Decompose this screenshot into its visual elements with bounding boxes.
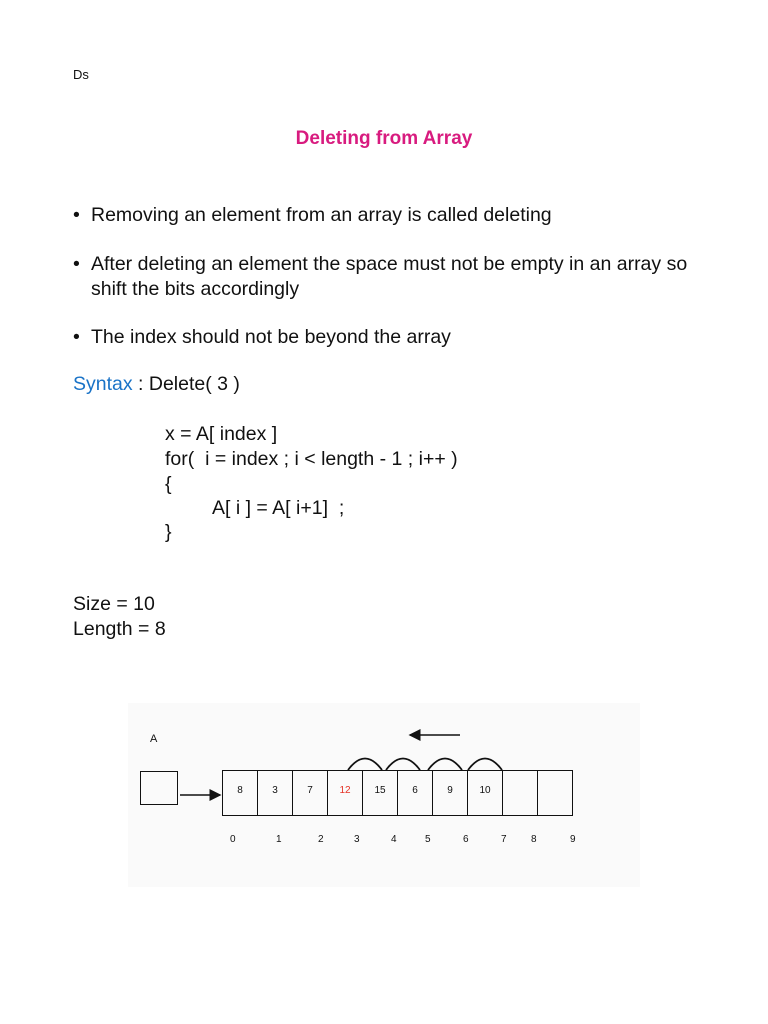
shift-arc-icon	[386, 759, 420, 771]
array-index-label: 3	[354, 834, 360, 845]
syntax-line	[73, 373, 240, 396]
array-index-label: 7	[501, 834, 507, 845]
array-index-label: 0	[230, 834, 236, 845]
shift-arc-icon	[468, 759, 502, 771]
bullet-text: Removing an element from an array is called deleting	[91, 204, 552, 226]
array-diagram	[128, 703, 640, 887]
page-header: Ds	[73, 67, 89, 82]
bullet-text: After deleting an element the space must not be empty in an array so shift the bits accordingly	[91, 253, 688, 300]
code-line: {	[165, 473, 172, 495]
code-line: A[ i ] = A[ i+1] ;	[212, 497, 345, 519]
pointer-box	[140, 771, 178, 805]
array-cell	[537, 770, 573, 816]
shift-arc-icon	[348, 759, 382, 771]
array-cell: 6	[397, 770, 433, 816]
bullet-dot: •	[73, 253, 80, 275]
code-line: for( i = index ; i < length - 1 ; i++ )	[165, 448, 458, 470]
page-title: Deleting from Array	[295, 128, 473, 149]
code-line: x = A[ index ]	[165, 423, 278, 445]
size-line: Size = 10	[73, 593, 155, 615]
bullet-dot: •	[73, 326, 80, 348]
syntax-call: : Delete( 3 )	[132, 373, 240, 395]
bullet-text: The index should not be beyond the array	[91, 326, 451, 348]
array-index-label: 9	[570, 834, 576, 845]
array-indices	[128, 834, 640, 848]
array-index-label: 4	[391, 834, 397, 845]
bullet-item	[73, 203, 713, 228]
array-name: A	[150, 733, 158, 745]
bullet-dot: •	[73, 204, 80, 226]
array-cell: 9	[432, 770, 468, 816]
syntax-label: Syntax	[73, 373, 133, 395]
bullet-item	[73, 252, 713, 302]
array-cell	[502, 770, 538, 816]
length-line: Length = 8	[73, 618, 166, 640]
array-index-label: 5	[425, 834, 431, 845]
array-cell: 10	[467, 770, 503, 816]
array-cell: 8	[222, 770, 258, 816]
array-cell: 15	[362, 770, 398, 816]
code-line: }	[165, 521, 172, 543]
array-index-label: 8	[531, 834, 537, 845]
shift-arc-icon	[428, 759, 462, 771]
array-index-label: 6	[463, 834, 469, 845]
bullet-item	[73, 325, 713, 350]
array-cells	[222, 770, 573, 816]
array-cell: 12	[327, 770, 363, 816]
array-cell: 3	[257, 770, 293, 816]
array-cell: 7	[292, 770, 328, 816]
array-index-label: 1	[276, 834, 282, 845]
array-index-label: 2	[318, 834, 324, 845]
